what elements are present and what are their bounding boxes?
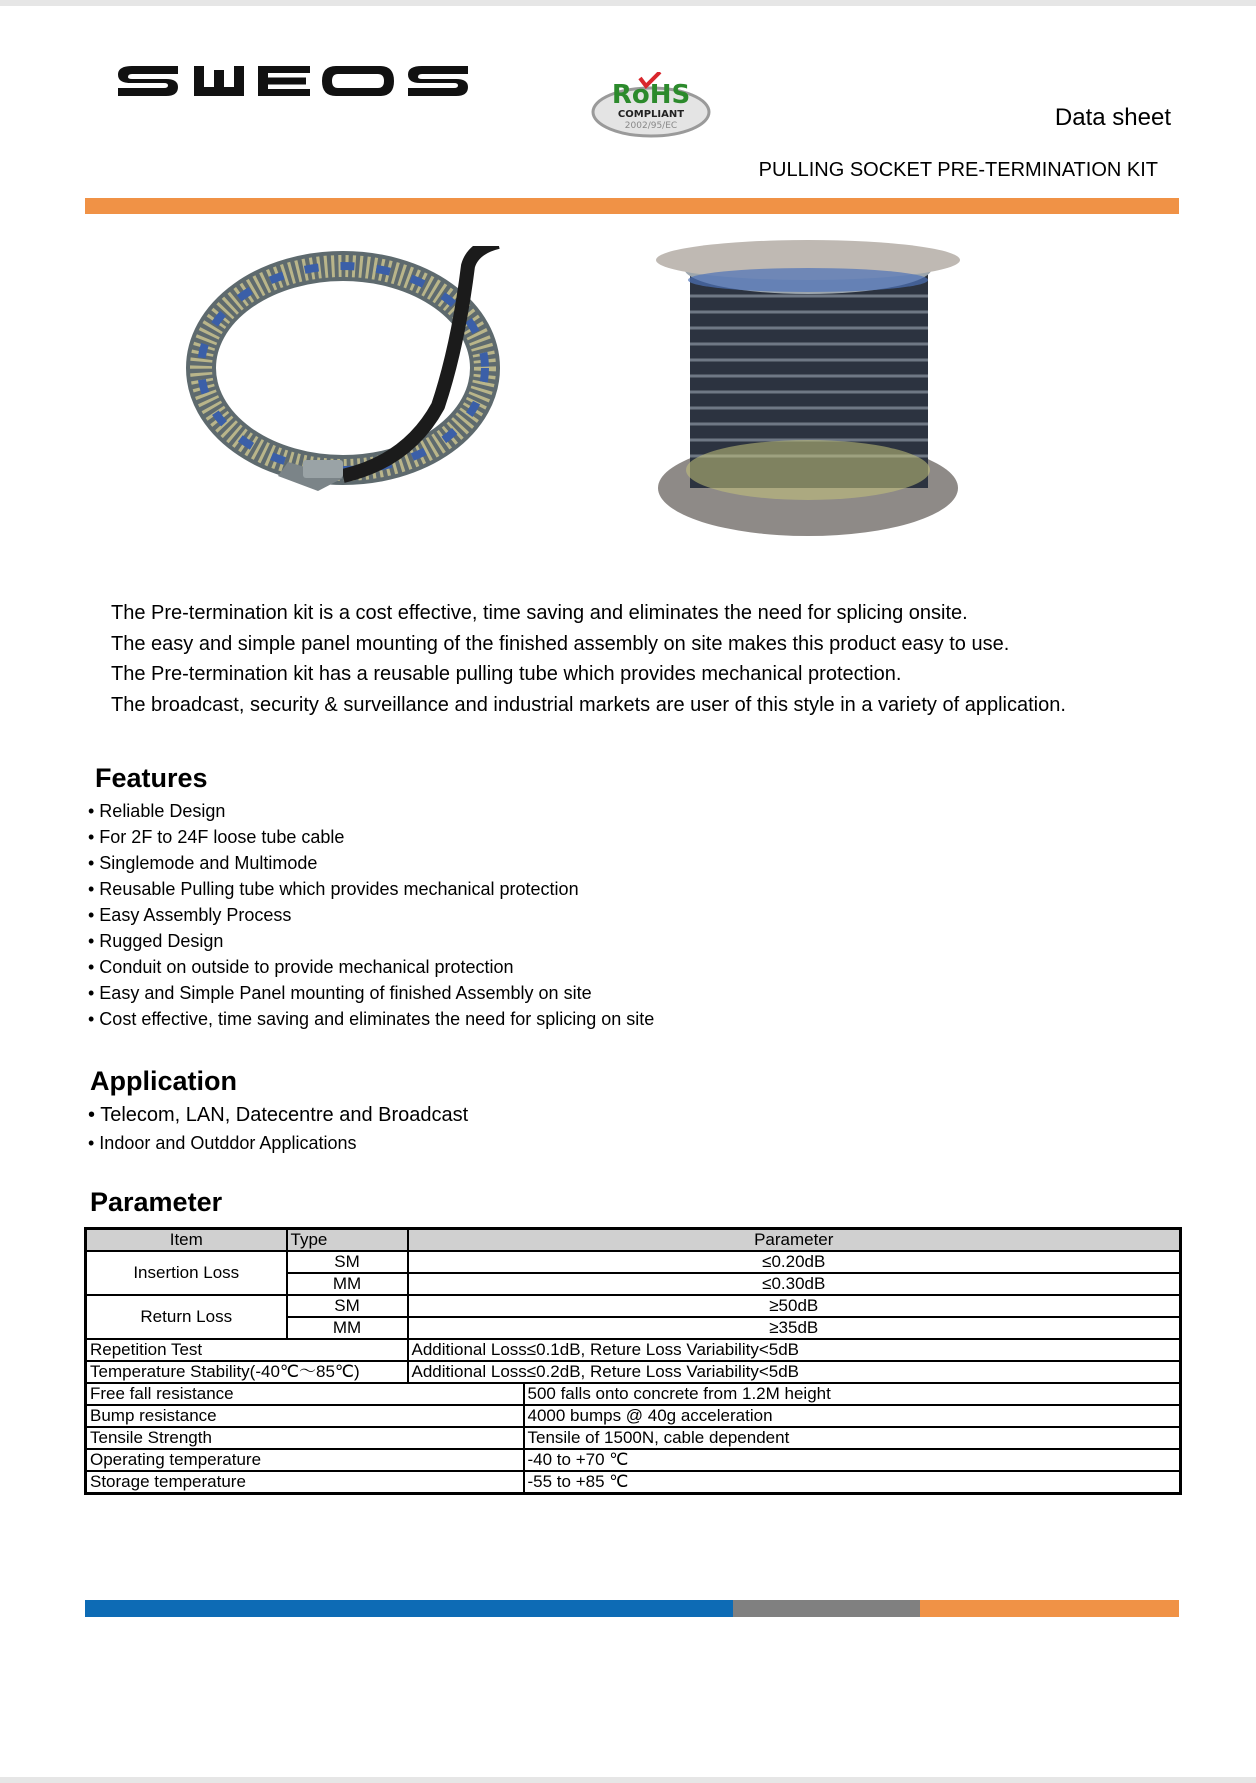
- intro-line: The easy and simple panel mounting of the finished assembly on site makes this product easy to use.: [111, 632, 1010, 655]
- return-loss-label: Return Loss: [86, 1295, 287, 1339]
- header-type: Type: [287, 1229, 408, 1252]
- insertion-loss-label: Insertion Loss: [86, 1251, 287, 1295]
- value-cell: -55 to +85 ℃: [524, 1471, 1181, 1494]
- sweos-logo: [118, 66, 468, 96]
- page-bottom-edge: [0, 1777, 1256, 1783]
- row-label: Bump resistance: [86, 1405, 524, 1427]
- row-label: Operating temperature: [86, 1449, 524, 1471]
- application-heading: Application: [90, 1066, 237, 1096]
- application-list: [88, 1101, 468, 1157]
- doc-type-label: Data sheet: [1054, 104, 1171, 131]
- list-item: • For 2F to 24F loose tube cable: [88, 827, 345, 847]
- table-header-row: [86, 1229, 1181, 1252]
- type-cell: SM: [287, 1251, 408, 1273]
- header-parameter: Parameter: [408, 1229, 1181, 1252]
- value-cell: ≥35dB: [408, 1317, 1181, 1339]
- footer-bar-blue: [85, 1600, 733, 1617]
- value-cell: ≥50dB: [408, 1295, 1181, 1317]
- value-cell: Additional Loss≤0.1dB, Reture Loss Variability<5dB: [408, 1339, 1181, 1361]
- cable-reel-photo: [650, 238, 990, 548]
- list-item: • Indoor and Outddor Applications: [88, 1133, 357, 1153]
- table-row: [86, 1251, 1181, 1273]
- table-row: [86, 1405, 1181, 1427]
- rohs-mark: RoHS: [611, 80, 691, 110]
- table-row: [86, 1383, 1181, 1405]
- list-item: • Easy Assembly Process: [88, 905, 292, 925]
- header-divider: [85, 198, 1179, 214]
- intro-text: [111, 598, 1191, 720]
- table-row: [86, 1449, 1181, 1471]
- table-row: [86, 1361, 1181, 1383]
- header-item: Item: [86, 1229, 287, 1252]
- intro-line: The Pre-termination kit has a reusable pulling tube which provides mechanical protection.: [111, 663, 902, 685]
- list-item: • Reusable Pulling tube which provides mechanical protection: [88, 879, 579, 899]
- type-cell: MM: [287, 1273, 408, 1295]
- value-cell: ≤0.30dB: [408, 1273, 1181, 1295]
- product-title: PULLING SOCKET PRE-TERMINATION KIT: [758, 159, 1158, 181]
- footer-bar-orange: [920, 1600, 1179, 1617]
- type-cell: MM: [287, 1317, 408, 1339]
- parameter-heading: Parameter: [90, 1187, 223, 1217]
- table-row: [86, 1339, 1181, 1361]
- value-cell: 500 falls onto concrete from 1.2M height: [524, 1383, 1181, 1405]
- features-list: [88, 798, 654, 1032]
- intro-line: The broadcast, security & surveillance and industrial markets are user of this style in a variety of application.: [111, 693, 1066, 716]
- row-label: Tensile Strength: [86, 1427, 524, 1449]
- list-item: • Conduit on outside to provide mechanical protection: [88, 957, 514, 977]
- value-cell: -40 to +70 ℃: [524, 1449, 1181, 1471]
- rohs-badge: [590, 72, 712, 142]
- table-row: [86, 1471, 1181, 1494]
- parameter-table: [84, 1227, 1182, 1495]
- rohs-status: COMPLIANT: [617, 109, 685, 120]
- row-label: Free fall resistance: [86, 1383, 524, 1405]
- intro-line: The Pre-termination kit is a cost effective, time saving and eliminates the need for splicing onsite.: [111, 602, 968, 624]
- features-heading: Features: [95, 763, 208, 793]
- table-row: [86, 1427, 1181, 1449]
- cable-coil-photo: [168, 246, 538, 526]
- list-item: • Reliable Design: [88, 801, 226, 821]
- list-item: • Rugged Design: [88, 931, 224, 951]
- row-label: Storage temperature: [86, 1471, 524, 1494]
- list-item: • Singlemode and Multimode: [88, 853, 318, 873]
- type-cell: SM: [287, 1295, 408, 1317]
- row-label: Temperature Stability(-40℃～85℃): [86, 1361, 408, 1383]
- row-label: Repetition Test: [86, 1339, 408, 1361]
- value-cell: ≤0.20dB: [408, 1251, 1181, 1273]
- rohs-directive: 2002/95/EC: [624, 121, 678, 131]
- list-item: • Cost effective, time saving and eliminates the need for splicing on site: [88, 1009, 655, 1029]
- value-cell: Tensile of 1500N, cable dependent: [524, 1427, 1181, 1449]
- footer-bar-gray: [733, 1600, 920, 1617]
- table-row: [86, 1295, 1181, 1317]
- value-cell: 4000 bumps @ 40g acceleration: [524, 1405, 1181, 1427]
- value-cell: Additional Loss≤0.2dB, Reture Loss Variability<5dB: [408, 1361, 1181, 1383]
- list-item: • Telecom, LAN, Datecentre and Broadcast: [88, 1104, 469, 1126]
- page-top-edge: [0, 0, 1256, 6]
- list-item: • Easy and Simple Panel mounting of finished Assembly on site: [88, 983, 592, 1003]
